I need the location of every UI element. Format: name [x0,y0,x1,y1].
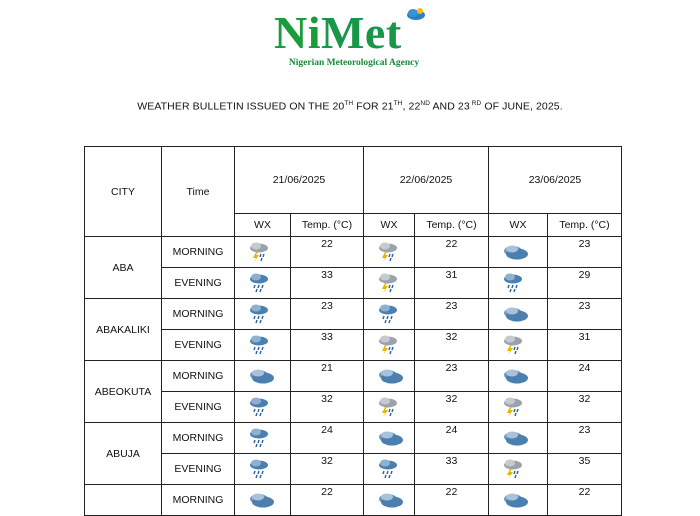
thunderstorm-icon [489,458,547,480]
thunderstorm-icon [489,334,547,356]
wx-cell [235,361,291,392]
temp-cell: 22 [415,237,489,268]
temp-cell: 23 [291,299,364,330]
temp-cell: 23 [415,299,489,330]
title-part: AND 23 [430,100,470,113]
wx-cell [364,268,415,299]
wx-cell [489,237,548,268]
cloudy-icon [489,429,547,447]
cloudy-icon [364,491,414,509]
temp-cell: 33 [291,330,364,361]
bulletin-title [0,100,700,113]
city-cell: ABUJA [85,423,162,485]
wx-header: WX [235,214,291,237]
title-sup: ND [420,100,430,107]
table-row [85,299,622,330]
wx-cell [364,423,415,454]
table-row [85,485,622,516]
temp-cell: 24 [548,361,622,392]
rain-icon [489,272,547,294]
thunderstorm-icon [364,272,414,294]
logo-wordmark [274,8,402,58]
wx-cell [489,485,548,516]
city-header: CITY [85,147,162,237]
title-sup: TH [393,100,403,107]
temp-cell: 32 [291,392,364,423]
title-part: OF JUNE, 2025. [481,100,563,113]
time-cell: EVENING [162,454,235,485]
wx-cell [489,454,548,485]
rain-icon [235,396,290,418]
wx-cell [235,330,291,361]
date-header-2: 22/06/2025 [364,147,489,214]
temp-cell: 33 [291,268,364,299]
thunderstorm-icon [364,241,414,263]
city-cell: ABEOKUTA [85,361,162,423]
time-cell: MORNING [162,485,235,516]
title-part: WEATHER BULLETIN ISSUED ON THE 20 [137,100,345,113]
time-cell: MORNING [162,237,235,268]
cloudy-icon [235,367,290,385]
time-header: Time [162,147,235,237]
temp-cell: 23 [415,361,489,392]
thunderstorm-icon [489,396,547,418]
wx-cell [364,392,415,423]
temp-cell: 22 [291,237,364,268]
wx-cell [235,392,291,423]
wx-cell [364,485,415,516]
wx-cell [364,454,415,485]
wx-cell [489,423,548,454]
logo-subtitle: Nigerian Meteorological Agency [288,58,420,68]
wx-cell [364,330,415,361]
date-header-3: 23/06/2025 [489,147,622,214]
table-row [85,268,622,299]
table-row [85,361,622,392]
temp-cell: 22 [548,485,622,516]
nimet-logo [268,6,438,70]
title-sup: TH [344,100,354,107]
rain-icon [235,334,290,356]
wx-cell [235,237,291,268]
city-cell: ABA [85,237,162,299]
temp-cell: 32 [415,330,489,361]
wx-cell [364,237,415,268]
temp-cell: 35 [548,454,622,485]
wx-cell [489,361,548,392]
wx-cell [364,361,415,392]
title-sup: RD [469,100,482,107]
rain-icon [364,458,414,480]
temp-header: Temp. (°C) [415,214,489,237]
city-cell: ABAKALIKI [85,299,162,361]
table-row [85,423,622,454]
wx-cell [235,268,291,299]
wx-cell [235,299,291,330]
cloudy-icon [489,305,547,323]
rain-icon [235,458,290,480]
rain-icon [235,303,290,325]
temp-header: Temp. (°C) [291,214,364,237]
rain-icon [364,303,414,325]
time-cell: MORNING [162,299,235,330]
temp-cell: 22 [291,485,364,516]
temp-cell: 31 [548,330,622,361]
wx-cell [235,454,291,485]
cloudy-icon [235,491,290,509]
table-row [85,392,622,423]
table-row [85,237,622,268]
time-cell: EVENING [162,392,235,423]
temp-cell: 24 [291,423,364,454]
temp-cell: 23 [548,423,622,454]
temp-cell: 32 [415,392,489,423]
weather-table [84,146,622,516]
temp-cell: 32 [291,454,364,485]
temp-cell: 33 [415,454,489,485]
temp-cell: 21 [291,361,364,392]
title-part: FOR 21 [353,100,394,113]
title-part: , 22 [402,100,421,113]
cloudy-icon [489,367,547,385]
temp-cell: 23 [548,237,622,268]
logo-wordmark-a: Ni [274,7,321,58]
date-header-1: 21/06/2025 [235,147,364,214]
temp-cell: 22 [415,485,489,516]
temp-header: Temp. (°C) [548,214,622,237]
table-row [85,330,622,361]
wx-cell [489,299,548,330]
temp-cell: 23 [548,299,622,330]
wx-cell [489,268,548,299]
wx-cell [489,392,548,423]
city-cell [85,485,162,516]
temp-cell: 24 [415,423,489,454]
logo-cloud-icon [404,6,428,22]
temp-cell: 29 [548,268,622,299]
thunderstorm-icon [364,396,414,418]
time-cell: MORNING [162,423,235,454]
cloudy-icon [489,491,547,509]
rain-icon [235,272,290,294]
logo-wordmark-b: Met [321,7,402,58]
wx-cell [235,423,291,454]
table-row [85,454,622,485]
wx-cell [235,485,291,516]
wx-header: WX [364,214,415,237]
time-cell: EVENING [162,268,235,299]
thunderstorm-icon [364,334,414,356]
temp-cell: 32 [548,392,622,423]
rain-icon [235,427,290,449]
cloudy-icon [489,243,547,261]
temp-cell: 31 [415,268,489,299]
wx-cell [489,330,548,361]
thunderstorm-icon [235,241,290,263]
cloudy-icon [364,367,414,385]
wx-header: WX [489,214,548,237]
time-cell: MORNING [162,361,235,392]
wx-cell [364,299,415,330]
cloudy-icon [364,429,414,447]
time-cell: EVENING [162,330,235,361]
